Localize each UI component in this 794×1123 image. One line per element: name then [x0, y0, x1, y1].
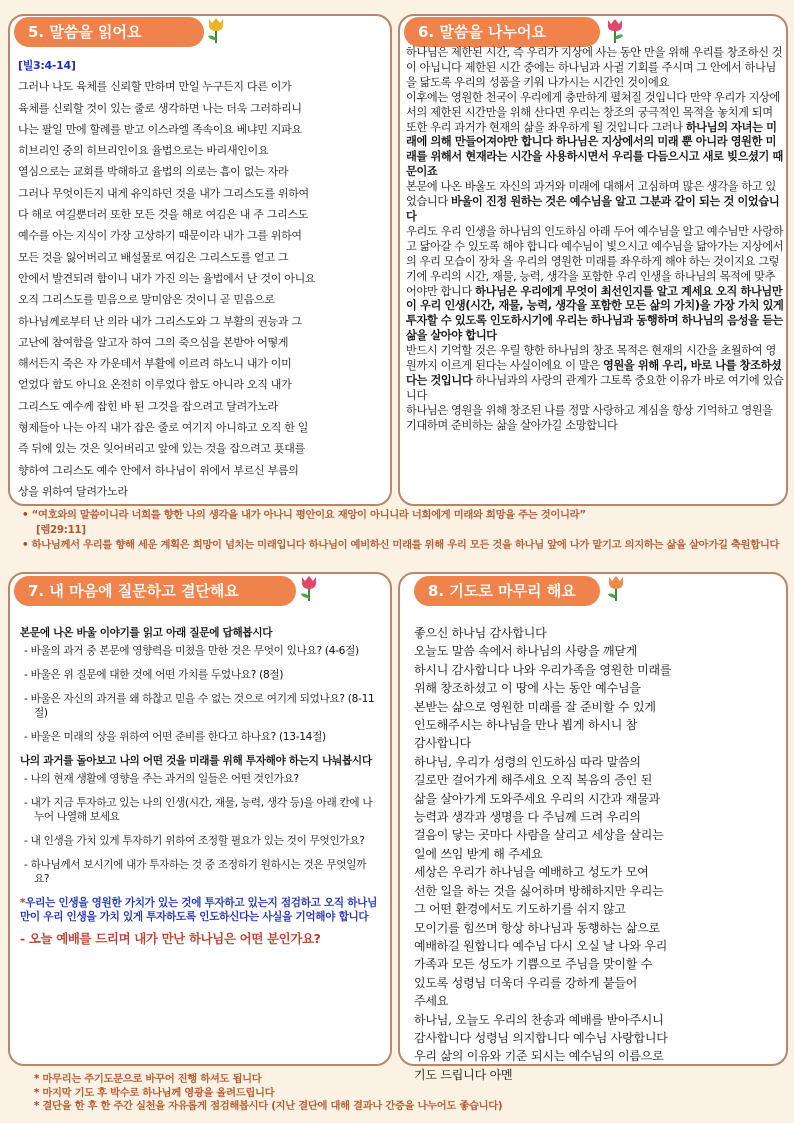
prayer-line: 하나님, 오늘도 우리의 찬송과 예배를 받아주시니	[414, 1012, 664, 1027]
question-dash: -	[24, 797, 31, 809]
section7-title: 7. 내 마음에 질문하고 결단해요	[14, 576, 296, 606]
questions-heading-2: 나의 과거를 돌아보고 나의 어떤 것을 미래를 위해 투자해야 하는지 나눠봅시다	[20, 755, 372, 767]
question-text: 바울의 과거 중 본문에 영향력을 미쳤을 만한 것은 무엇이 있나요? (4-6절)	[30, 645, 359, 657]
prayer-line: 좋으신 하나님 감사합니다	[414, 626, 547, 640]
body-text: 반드시 기억할 것은 우릴 향한 하나님의 창조 목적은 현재의 시간을 초월하여 영원까지 이르게 된다는 사실이에요 이 말은	[406, 344, 776, 373]
prayer-line: 주세요	[414, 994, 449, 1009]
scripture-reading	[18, 55, 380, 502]
prayer-line: 하시니 감사합니다 나와 우리가족을 영원한 미래를	[414, 662, 672, 677]
prayer-line: 일에 쓰임 받게 해 주세요	[414, 846, 543, 861]
emphasis-text: 영원을 위해 우리, 바로 나를 창조하셨다는 것입니다	[406, 359, 782, 387]
prayer-line: 하나님, 우리가 성령의 인도하심 따라 말씀의	[414, 754, 641, 769]
body-text: 하나님은 영원을 위해 창조된 나를 정말 사랑하고 계심을 항상 기억하고 영원을 기대하며 준비하는 삶을 살아가길 소망합니다	[406, 403, 773, 432]
question-item	[20, 730, 380, 744]
question-item	[20, 772, 380, 786]
scripture-line: 육체를 신뢰할 것이 있는 줄로 생각하면 나는 더욱 그러하리니	[18, 101, 302, 115]
pink-flower-icon	[604, 16, 626, 44]
scripture-line: 오직 그리스도를 믿음으로 말미암은 것이니 곧 믿음으로	[18, 293, 275, 307]
question-text: 나의 현재 생활에 영향을 주는 과거의 일들은 어떤 것인가요?	[30, 773, 299, 785]
prayer-line: 세상은 우리가 하나님을 예배하고 성도가 모여	[414, 865, 649, 880]
prayer-line: 감사합니다	[414, 736, 471, 751]
question-text: 바울은 자신의 과거를 왜 하찮고 믿을 수 없는 것으로 여기게 되었나요? (8-11절)	[30, 693, 375, 719]
question-text: 바울은 미래의 상을 위하여 어떤 준비를 한다고 하나요? (13-14절)	[30, 731, 326, 743]
message-sharing-text	[406, 46, 784, 434]
tulip-flower-icon	[205, 16, 227, 44]
verse-quote: • “여호와의 말씀이니라 너희를 향한 나의 생각을 내가 아나니 평안이요 재앙이 아니니라 너희에게 미래와 희망을 주는 것이니라” [렘29:11] • 하나님께서 우리를 향해 세운 계획은 희망이 넘치는 미래입니다 하나님이 예비하신 미래를 위해 우리 모든 것을 하나님 앞에 나가 맡기고 의지하는 삶을 살아가길 축원합니다	[22, 508, 782, 553]
reflection-questions	[20, 626, 380, 946]
section5-title: 5. 말씀을 읽어요	[14, 17, 204, 47]
question-dash: -	[24, 835, 31, 847]
question-dash: -	[24, 731, 31, 743]
scripture-reference: [빌3:4-14]	[18, 59, 76, 72]
scripture-line: 그러나 무엇이든지 내게 유익하던 것을 내가 그리스도를 위하여	[18, 186, 309, 200]
scripture-line: 그러나 나도 육체를 신뢰할 만하며 만일 누구든지 다른 이가	[18, 80, 292, 94]
section8-title: 8. 기도로 마무리 해요	[414, 576, 600, 606]
scripture-line: 하나님께로부터 난 의라 내가 그리스도와 그 부활의 권능과 그	[18, 314, 302, 328]
prayer-line: 본받는 삶으로 영원한 미래를 잘 준비할 수 있게	[414, 699, 656, 714]
body-text: 본문에 나온 바울도 자신의 과거와 미래에 대해서 고심하며 많은 생각을 하고 있었습니다	[406, 180, 776, 209]
prayer-line: 걸음이 닿는 곳마다 사람을 살리고 세상을 살리는	[414, 828, 664, 843]
footer-notes	[34, 1073, 784, 1114]
prayer-line: 기도 드립니다 아멘	[414, 1067, 513, 1082]
body-text: 하나님과의 사랑의 관계가 그토록 중요한 이유가 바로 여기에 있습니다	[406, 373, 784, 402]
prayer-line: 있도록 성령님 더욱더 우리를 강하게 붙들어	[414, 975, 638, 990]
prayer-line: 인도해주시는 하나님을 만나 뵙게 하시니 참	[414, 718, 638, 733]
sharing-paragraph	[406, 344, 784, 404]
scripture-line: 히브리인 중의 히브리인이요 율법으로는 바리새인이요	[18, 144, 269, 158]
body-text: 우리도 우리 인생을 하나님의 인도하심 아래 두어 예수님을 알고 예수님만 사랑하고 닮아갈 수 있도록 해야 합니다 예수님이 빛으시고 예수님을 닮아가는 지상에서의 우리 모습이 장차 올 우리의 영원한 미래를 좌우하게 해야 하는 것이지요 그렇기에 우리의 시간, 재물, 능력, 생각을 포함한 우리 인생을 하나님의 목적에 맞추어야만 합니다	[406, 224, 784, 298]
question-dash: -	[24, 773, 31, 785]
prayer-line: 위해 창조하셨고 이 땅에 사는 동안 예수님을	[414, 681, 641, 696]
verse-note: 하나님께서 우리를 향해 세운 계획은 희망이 넘치는 미래입니다 하나님이 예비하신 미래를 위해 우리 모든 것을 하나님 앞에 나가 맡기고 의지하는 삶을 살아가길 축원합니다	[31, 539, 780, 551]
prayer-line: 그 어떤 환경에서도 기도하기를 쉬지 않고	[414, 902, 626, 917]
prayer-line: 능력과 생각과 생명을 다 주님께 드려 우리의	[414, 810, 641, 825]
question-text: 하나님께서 보시기에 내가 투자하는 것 중 조정하기 원하시는 것은 무엇일까요?	[30, 859, 367, 885]
question-dash: -	[24, 693, 31, 705]
questions-heading-1: 본문에 나온 바울 이야기를 읽고 아래 질문에 답해봅시다	[20, 627, 273, 639]
verse-quote-text: “여호와의 말씀이니라 너희를 향한 나의 생각을 내가 아나니 평안이요 재앙이 아니니라 너희에게 미래와 희망을 주는 것이니라”	[31, 509, 586, 521]
sharing-paragraph	[406, 180, 784, 225]
scripture-line: 다 해로 여길뿐더러 또한 모든 것을 해로 여김은 내 주 그리스도	[18, 208, 309, 222]
question-dash: -	[24, 645, 31, 657]
sharing-paragraph	[406, 46, 784, 91]
footer-note: * 마지막 기도 후 박수로 하나님께 영광을 올려드립니다	[34, 1086, 275, 1099]
scripture-line: 그리스도 예수께 잡힌 바 된 그것을 잡으려고 달려가노라	[18, 399, 278, 413]
scripture-line: 예수를 아는 지식이 가장 고상하기 때문이라 내가 그를 위하여	[18, 229, 302, 243]
body-text: 이후에는 영원한 천국이 우리에게 충만하게 펼쳐질 것입니다 만약 우리가 지상에서의 제한된 시간만을 위해 산다면 우리는 창조의 궁극적인 목적을 놓치게 되며 또한 우리 과거가 현재의 삶을 좌우하게 될 것입니다 그러나	[406, 90, 780, 134]
prayer-line: 오늘도 말씀 속에서 하나님의 사랑을 깨닫게	[414, 644, 638, 659]
scripture-line: 열심으로는 교회를 박해하고 율법의 의로는 흠이 없는 자라	[18, 165, 289, 179]
tulip-flower-icon	[298, 574, 320, 602]
section6-title: 6. 말씀을 나누어요	[404, 17, 600, 47]
emphasis-text: 하나님은 우리에게 무엇이 최선인지를 알고 계세요 오직 하나님만이 우리 인생(시간, 재물, 능력, 생각을 포함한 모든 삶의 가치)을 가장 가치 있게 투자할 수 있도록 인도하시기에 우리는 하나님과 동행하며 하나님의 음성을 듣는 삶을 살아야 합니다	[406, 284, 784, 343]
question-dash: -	[24, 859, 31, 871]
question-item	[20, 692, 380, 720]
scripture-line: 형제들아 나는 아직 내가 잡은 줄로 여기지 아니하고 오직 한 일	[18, 421, 309, 435]
scripture-line: 얻었다 함도 아니요 온전히 이루었다 함도 아니라 오직 내가	[18, 378, 292, 392]
footer-note: * 마무리는 주기도문으로 바꾸어 진행 하셔도 됩니다	[34, 1073, 262, 1085]
body-text: 하나님은 제한된 시간, 즉 우리가 지상에 사는 동안 만을 위해 우리를 창조하신 것이 아닙니다 제한된 시간 중에는 하나님과 사귈 기회를 주시며 그 안에서 하나님을 닮도록 우리의 성품을 키워 나가시는 시간인 것이에요	[406, 46, 783, 89]
sharing-paragraph	[406, 404, 784, 434]
question-text: 내 인생을 가치 있게 투자하기 위하여 조정할 필요가 있는 것이 무엇인가요?	[30, 835, 365, 847]
emphasis-text: 바울이 진정 원하는 것은 예수님을 알고 그분과 같이 되는 것 이었습니다	[406, 195, 780, 223]
emphasis-text: 하나님의 자녀는 미래에 의해 만들어져야만 합니다 하나님은 지상에서의 미래 뿐 아니라 영원한 미래를 위해서 현재라는 시간을 사용하시면서 우리를 다듬으시고 새로 빚으셨기 때문이죠	[406, 120, 783, 179]
closing-prayer	[414, 624, 780, 1084]
scripture-line: 향하여 그리스도 예수 안에서 하나님이 위에서 부르신 부름의	[18, 463, 299, 477]
question-item	[20, 834, 380, 848]
scripture-lines	[18, 76, 380, 502]
scripture-line: 모든 것을 잃어버리고 배설물로 여김은 그리스도를 얻고 그	[18, 250, 289, 264]
prayer-line: 선한 일을 하는 것을 싫어하며 방해하지만 우리는	[414, 883, 664, 898]
question-item	[20, 858, 380, 886]
scripture-line: 상을 위하여 달려가노라	[18, 484, 128, 498]
question-text: 내가 지금 투자하고 있는 나의 인생(시간, 재물, 능력, 생각 등)을 아래 칸에 나누어 나열해 보세요	[30, 797, 373, 823]
question-dash: -	[24, 669, 31, 681]
verse-quote-ref: [렘29:11]	[36, 524, 86, 536]
prayer-line: 감사합니다 성령님 의지합니다 예수님 사랑합니다	[414, 1030, 668, 1045]
scripture-line: 안에서 발견되려 함이니 내가 가진 의는 율법에서 난 것이 아니요	[18, 271, 316, 285]
scripture-line: 고난에 참여함을 알고자 하여 그의 죽으심을 본받아 어떻게	[18, 335, 289, 349]
scripture-line: 해서든지 죽은 자 가운데서 부활에 이르려 하노니 내가 이미	[18, 357, 292, 371]
prayer-line: 우리 삶의 이유와 기준 되시는 예수님의 이름으로	[414, 1049, 664, 1064]
star-note: *우리는 인생을 영원한 가치가 있는 것에 투자하고 있는지 점검하고 오직 하나님만이 우리 인생을 가치 있게 투자하도록 인도하신다는 사실을 기억해야 합니다	[20, 897, 378, 923]
questions-list-1	[20, 644, 380, 744]
scripture-line: 나는 팔일 만에 할례를 받고 이스라엘 족속이요 베냐민 지파요	[18, 122, 302, 136]
scripture-line: 즉 뒤에 있는 것은 잊어버리고 앞에 있는 것을 잡으려고 푯대를	[18, 442, 305, 456]
prayer-line: 모이기를 힘쓰며 항상 하나님과 동행하는 삶으로	[414, 920, 660, 935]
questions-list-2	[20, 772, 380, 886]
prayer-line: 가족과 모든 성도가 기쁨으로 주님을 맞이할 수	[414, 957, 653, 972]
prayer-line: 예배하길 원합니다 예수님 다시 오실 날 나와 우리	[414, 938, 668, 953]
tulip-flower-icon	[605, 574, 627, 602]
question-item	[20, 644, 380, 658]
sharing-paragraph	[406, 225, 784, 344]
footer-note: * 결단을 한 후 한 주간 실천을 자유롭게 점검해봅시다 (지난 결단에 대해 결과나 간증을 나누어도 좋습니다)	[34, 1100, 503, 1112]
final-question: - 오늘 예배를 드리며 내가 만난 하나님은 어떤 분인가요?	[20, 931, 321, 946]
prayer-line: 길로만 걸어가게 해주세요 오직 복음의 증인 된	[414, 773, 653, 788]
prayer-line: 삶을 살아가게 도와주세요 우리의 시간과 재물과	[414, 791, 660, 806]
question-text: 바울은 위 질문에 대한 것에 어떤 가치를 두었나요? (8절)	[30, 669, 284, 681]
question-item	[20, 668, 380, 682]
question-item	[20, 796, 380, 824]
sharing-paragraph	[406, 91, 784, 180]
